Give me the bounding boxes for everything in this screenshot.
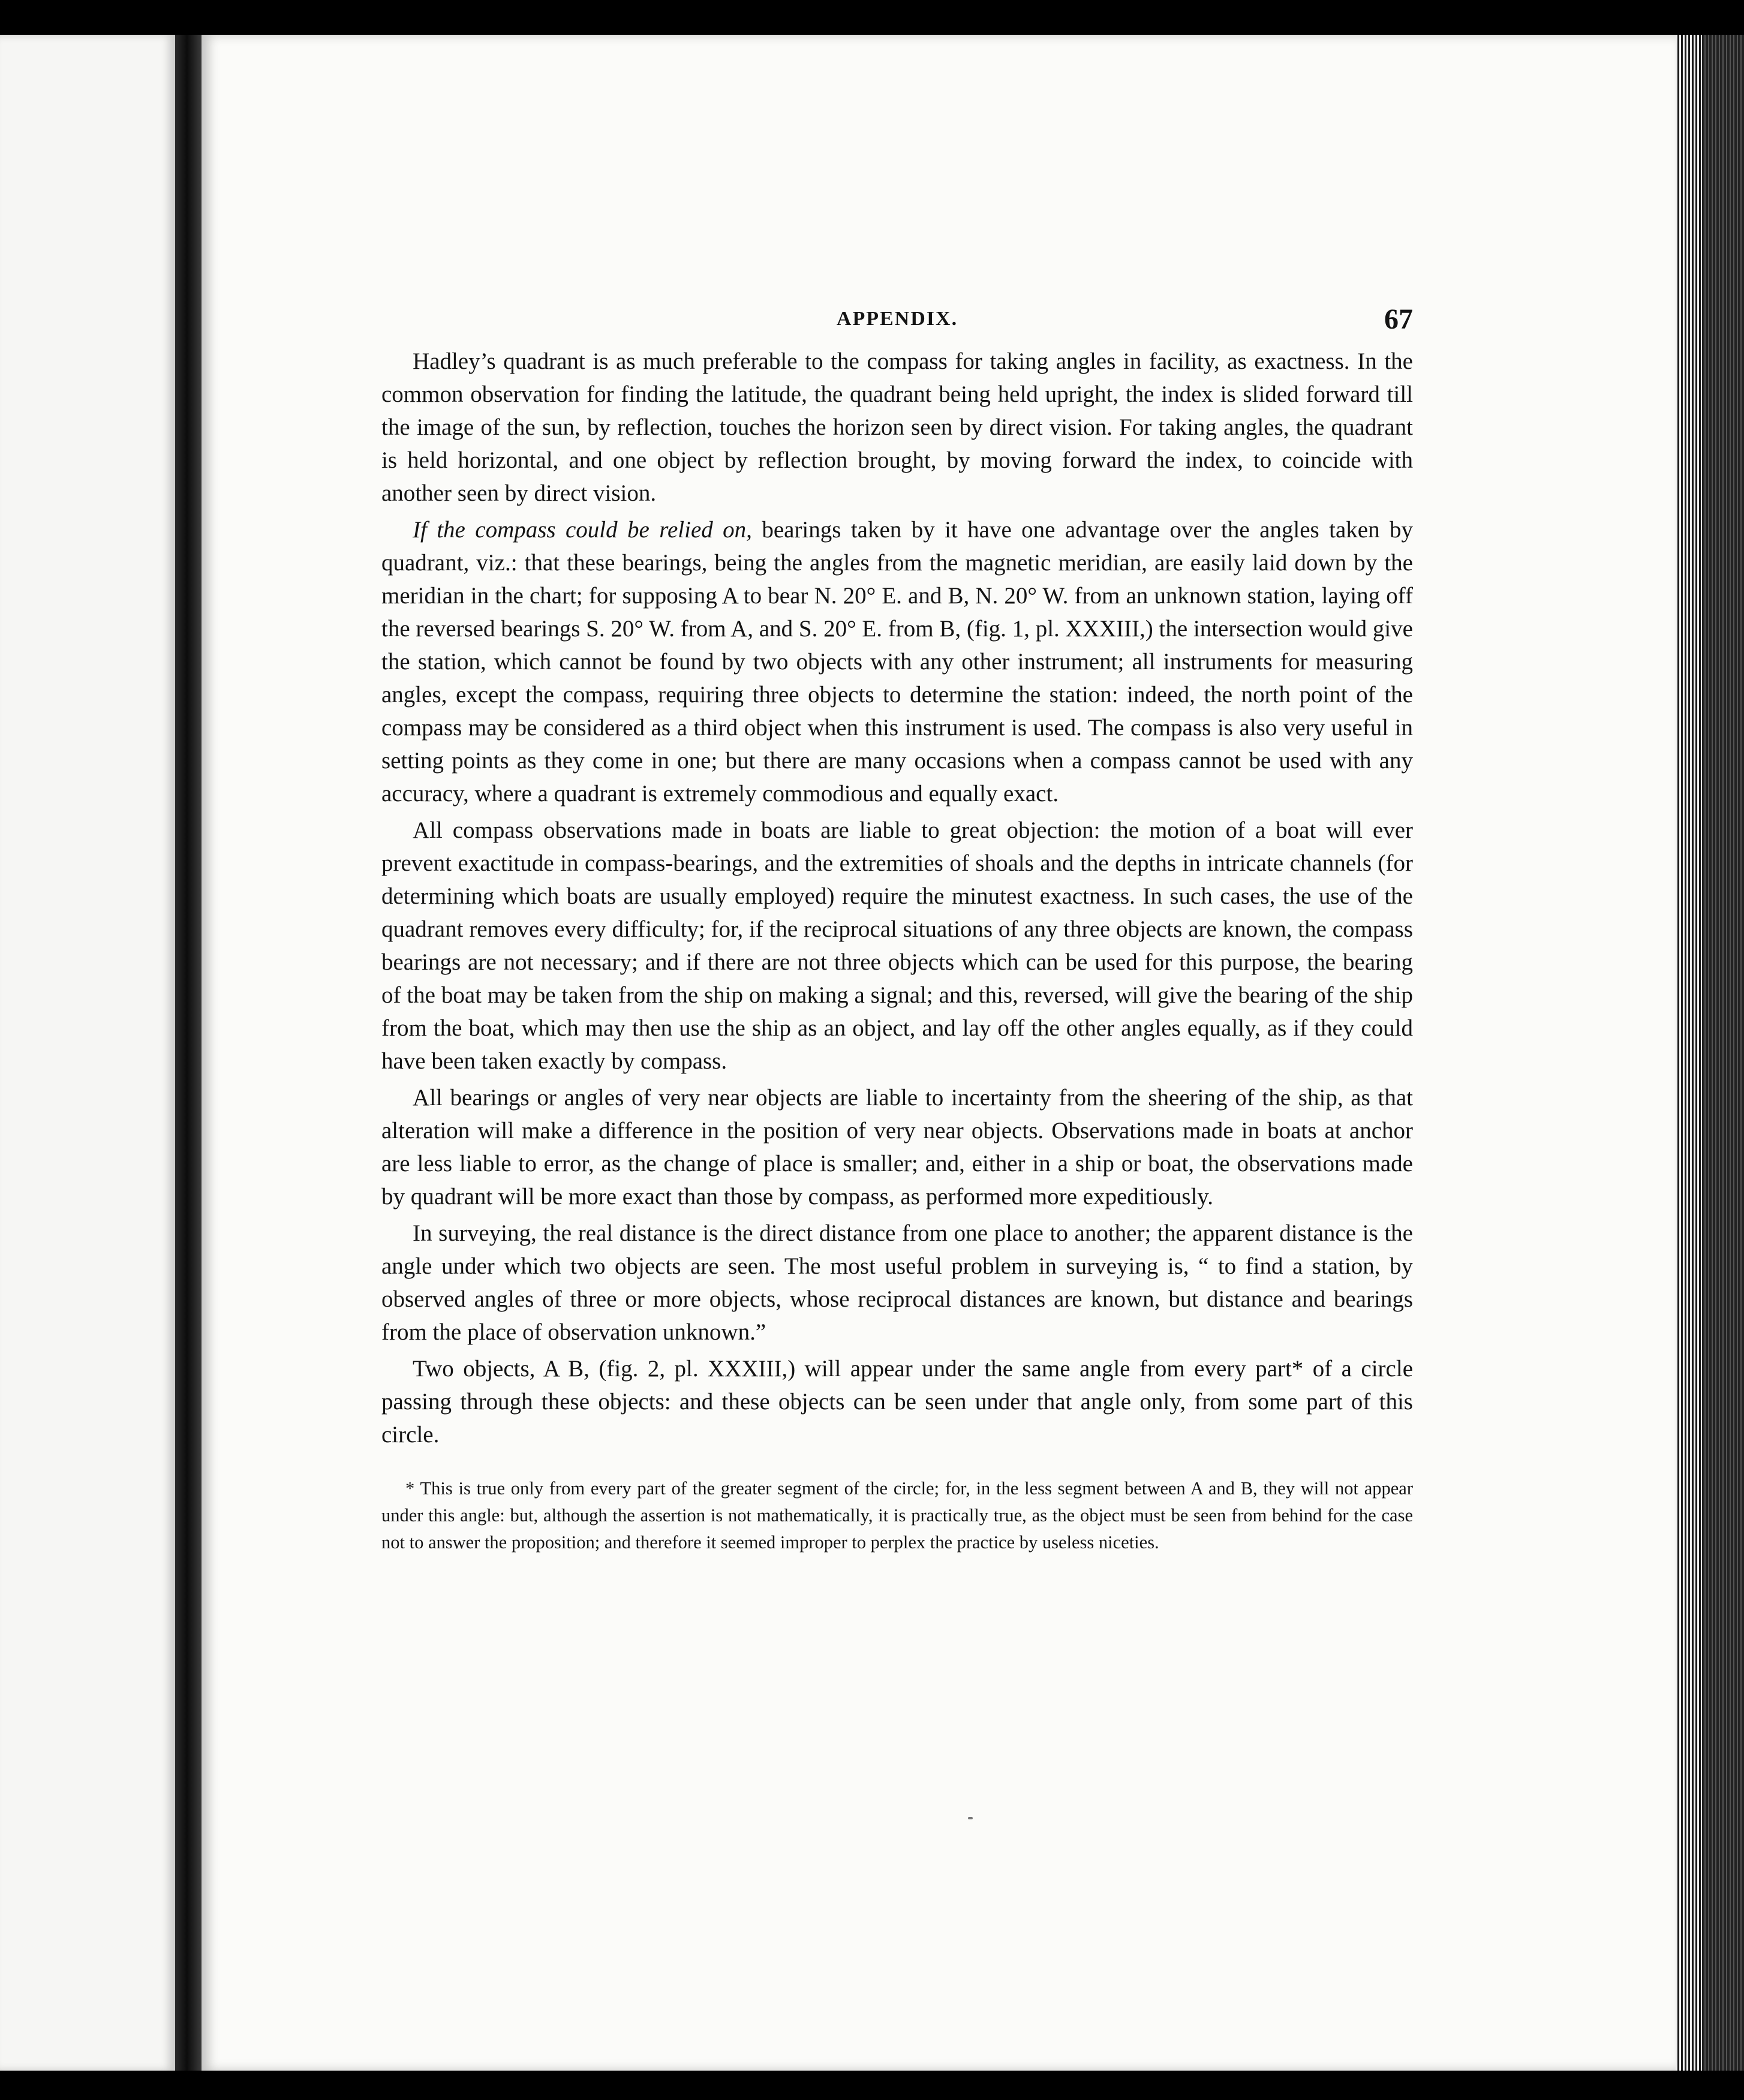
paragraph xyxy=(381,345,1413,510)
paragraph-text: Hadley’s quadrant is as much preferable to the compass for taking angles in facility, as exactness. In the common observation for finding the latitude, the quadrant being held upright, the index is slided forward till the image of the sun, by reflection, touches the horizon seen by direct vision. For taking angles, the quadrant is held horizontal, and one object by reflection brought, by moving forward the index, to coincide with another seen by direct vision. xyxy=(381,348,1413,506)
page-number: 67 xyxy=(1384,303,1413,335)
footnote: * This is true only from every part of the greater segment of the circle; for, in the less segment between A and B, they will not appear under this angle: but, although the assertion is not mathematically, it is practically true, as the object must be seen from behind for the case not to answer the proposition; and therefore it seemed improper to perplex the practice by useless niceties. xyxy=(381,1478,1413,1553)
page-text-block xyxy=(381,303,1413,1556)
paragraph-text: All bearings or angles of very near objects are liable to incertainty from the sheering of the ship, as that alteration will make a difference in the position of very near objects. Observations made in boats at anchor are less liable to error, as the change of place is smaller; and, either in a ship or boat, the observations made by quadrant will be more exact than those by compass, as performed more expeditiously. xyxy=(381,1085,1413,1210)
paragraph-lead: If the compass could be relied on, xyxy=(413,517,752,543)
paragraph-text: In surveying, the real distance is the direct distance from one place to another; the apparent distance is the angle under which two objects are seen. The most useful problem in surveying is, “ to find a station, by observed angles of three or more objects, whose reciprocal distances are known, but distance and bearings from the place of observation unknown.” xyxy=(381,1220,1413,1345)
scan-speck xyxy=(968,1817,973,1819)
paragraph xyxy=(381,814,1413,1078)
book-gutter xyxy=(175,35,202,2071)
paragraph-text: Two objects, A B, (fig. 2, pl. XXXIII,) will appear under the same angle from every part* of a circle passing through these objects: and these objects can be seen under that angle only, from some part of this circle. xyxy=(381,1356,1413,1448)
paragraph-text: bearings taken by it have one advantage over the angles taken by quadrant, viz.: that these bearings, being the angles from the magnetic meridian, are easily laid down by the meridian in the chart; for supposing A to bear N. 20° E. and B, N. 20° W. from an unknown station, laying off the reversed bearings S. 20° W. from A, and S. 20° E. from B, (fig. 1, pl. XXXIII,) the intersection would give the station, which cannot be found by two objects with any other instrument; all instruments for measuring angles, except the compass, requiring three objects to determine the station: indeed, the north point of the compass may be considered as a third object when this instrument is used. The compass is also very useful in setting points as they come in one; but there are many occasions when a compass cannot be used with any accuracy, where a quadrant is extremely commodious and equally exact. xyxy=(381,517,1413,807)
previous-page-edge xyxy=(0,35,175,2071)
page-stack-edge xyxy=(1676,35,1702,2071)
paragraph xyxy=(381,1217,1413,1349)
paragraph xyxy=(381,1081,1413,1213)
running-head xyxy=(381,303,1413,345)
paragraph xyxy=(381,513,1413,810)
paragraph xyxy=(381,1352,1413,1451)
paragraph-text: All compass observations made in boats are liable to great objection: the motion of a boat will ever prevent exactitude in compass-bearings, and the extremities of shoals and the depths in intricate channels (for determining which boats are usually employed) require the minutest exactness. In such cases, the use of the quadrant removes every difficulty; for, if the reciprocal situations of any three objects are known, the compass bearings are not necessary; and if there are not three objects which can be used for this purpose, the bearing of the boat may be taken from the ship on making a signal; and this, reversed, will give the bearing of the ship from the boat, which may then use the ship as an object, and lay off the other angles equally, as if they could have been taken exactly by compass. xyxy=(381,817,1413,1074)
book-cover-edge xyxy=(1702,35,1744,2071)
running-title: APPENDIX. xyxy=(836,308,958,330)
footnotes xyxy=(381,1475,1413,1556)
